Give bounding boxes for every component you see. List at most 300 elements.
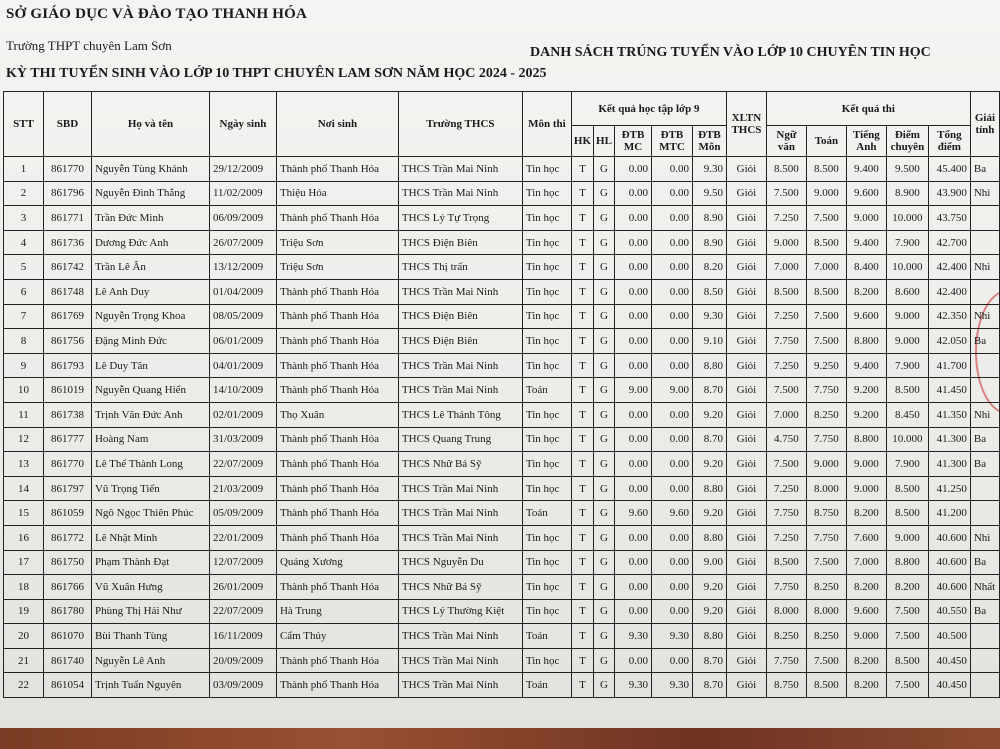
cell-hl: G xyxy=(594,378,615,403)
cell-dtb-mon: 8.70 xyxy=(692,378,726,403)
cell-english: 9.400 xyxy=(846,157,886,182)
cell-specialty: 10.000 xyxy=(886,206,928,231)
cell-birthplace: Thành phố Thanh Hóa xyxy=(276,206,398,231)
cell-school: THCS Lý Tự Trọng xyxy=(398,206,522,231)
cell-english: 8.200 xyxy=(846,648,886,673)
cell-name: Hoàng Nam xyxy=(91,427,209,452)
cell-stt: 5 xyxy=(4,255,44,280)
cell-dtb-mc: 0.00 xyxy=(615,304,652,329)
table-row xyxy=(4,525,1000,550)
cell-school: THCS Trần Mai Ninh xyxy=(398,673,522,698)
cell-total: 42.350 xyxy=(928,304,970,329)
cell-xltn: Giỏi xyxy=(726,402,766,427)
cell-hk: T xyxy=(571,255,593,280)
cell-name: Nguyễn Đình Thắng xyxy=(91,181,209,206)
cell-specialty: 7.500 xyxy=(886,673,928,698)
cell-name: Lê Nhật Minh xyxy=(91,525,209,550)
cell-subject: Tin học xyxy=(522,230,571,255)
cell-hk: T xyxy=(571,304,593,329)
cell-dtb-mtc: 0.00 xyxy=(651,329,692,354)
cell-school: THCS Thị trấn xyxy=(398,255,522,280)
cell-specialty: 8.450 xyxy=(886,402,928,427)
table-row xyxy=(4,329,1000,354)
col-dtb-mon: ĐTB Môn xyxy=(692,126,726,157)
cell-subject: Tin học xyxy=(522,452,571,477)
col-group-exam: Kết quả thi xyxy=(766,92,970,126)
cell-sbd: 861740 xyxy=(43,648,91,673)
cell-english: 8.200 xyxy=(846,575,886,600)
cell-dtb-mtc: 0.00 xyxy=(651,550,692,575)
cell-sbd: 861772 xyxy=(43,525,91,550)
cell-birthplace: Thành phố Thanh Hóa xyxy=(276,329,398,354)
col-literature: Ngữ văn xyxy=(766,126,806,157)
cell-stt: 10 xyxy=(4,378,44,403)
cell-dtb-mc: 0.00 xyxy=(615,402,652,427)
cell-name: Nguyễn Trọng Khoa xyxy=(91,304,209,329)
cell-english: 8.200 xyxy=(846,501,886,526)
cell-total: 41.350 xyxy=(928,402,970,427)
table-row xyxy=(4,501,1000,526)
cell-award: Nhì xyxy=(970,402,999,427)
cell-dtb-mc: 9.30 xyxy=(615,624,652,649)
cell-subject: Tin học xyxy=(522,279,571,304)
cell-dtb-mtc: 0.00 xyxy=(651,206,692,231)
cell-hl: G xyxy=(594,525,615,550)
cell-dtb-mc: 9.60 xyxy=(615,501,652,526)
cell-award xyxy=(970,624,999,649)
cell-dtb-mc: 0.00 xyxy=(615,525,652,550)
cell-literature: 9.000 xyxy=(766,230,806,255)
cell-hk: T xyxy=(571,673,593,698)
table-row xyxy=(4,206,1000,231)
cell-stt: 2 xyxy=(4,181,44,206)
table-row xyxy=(4,673,1000,698)
cell-dtb-mon: 9.20 xyxy=(692,501,726,526)
cell-english: 9.000 xyxy=(846,624,886,649)
cell-sbd: 861738 xyxy=(43,402,91,427)
cell-literature: 7.500 xyxy=(766,452,806,477)
table-row xyxy=(4,181,1000,206)
cell-specialty: 10.000 xyxy=(886,427,928,452)
cell-dtb-mc: 0.00 xyxy=(615,452,652,477)
cell-sbd: 861750 xyxy=(43,550,91,575)
cell-school: THCS Trần Mai Ninh xyxy=(398,501,522,526)
cell-award: Ba xyxy=(970,599,999,624)
cell-total: 41.300 xyxy=(928,452,970,477)
cell-dtb-mtc: 0.00 xyxy=(651,279,692,304)
cell-birthplace: Thành phố Thanh Hóa xyxy=(276,501,398,526)
admission-table xyxy=(3,91,1000,698)
cell-hl: G xyxy=(594,673,615,698)
cell-english: 8.400 xyxy=(846,255,886,280)
cell-sbd: 861019 xyxy=(43,378,91,403)
table-row xyxy=(4,304,1000,329)
cell-hl: G xyxy=(594,304,615,329)
cell-school: THCS Điện Biên xyxy=(398,329,522,354)
cell-birthplace: Thành phố Thanh Hóa xyxy=(276,427,398,452)
cell-math: 8.250 xyxy=(806,402,846,427)
cell-dtb-mon: 9.50 xyxy=(692,181,726,206)
cell-dtb-mon: 9.30 xyxy=(692,304,726,329)
cell-specialty: 8.800 xyxy=(886,550,928,575)
cell-english: 8.200 xyxy=(846,673,886,698)
cell-birthplace: Hà Trung xyxy=(276,599,398,624)
cell-hk: T xyxy=(571,181,593,206)
cell-hl: G xyxy=(594,599,615,624)
cell-dtb-mtc: 0.00 xyxy=(651,476,692,501)
cell-total: 40.450 xyxy=(928,648,970,673)
cell-award xyxy=(970,206,999,231)
cell-subject: Tin học xyxy=(522,255,571,280)
cell-english: 9.400 xyxy=(846,230,886,255)
cell-sbd: 861780 xyxy=(43,599,91,624)
cell-birthplace: Thành phố Thanh Hóa xyxy=(276,378,398,403)
cell-total: 43.750 xyxy=(928,206,970,231)
cell-subject: Toán xyxy=(522,624,571,649)
cell-math: 8.500 xyxy=(806,279,846,304)
cell-english: 9.200 xyxy=(846,378,886,403)
cell-literature: 8.500 xyxy=(766,157,806,182)
cell-award: Nhất xyxy=(970,575,999,600)
cell-birthplace: Thành phố Thanh Hóa xyxy=(276,673,398,698)
cell-math: 8.500 xyxy=(806,230,846,255)
cell-subject: Tin học xyxy=(522,599,571,624)
cell-subject: Tin học xyxy=(522,648,571,673)
cell-xltn: Giỏi xyxy=(726,550,766,575)
cell-dob: 12/07/2009 xyxy=(209,550,276,575)
cell-award: Ba xyxy=(970,427,999,452)
cell-math: 9.000 xyxy=(806,452,846,477)
cell-math: 7.500 xyxy=(806,648,846,673)
cell-literature: 7.000 xyxy=(766,402,806,427)
cell-stt: 21 xyxy=(4,648,44,673)
cell-sbd: 861756 xyxy=(43,329,91,354)
cell-school: THCS Trần Mai Ninh xyxy=(398,378,522,403)
cell-birthplace: Thành phố Thanh Hóa xyxy=(276,304,398,329)
cell-hk: T xyxy=(571,427,593,452)
cell-math: 7.500 xyxy=(806,304,846,329)
cell-name: Phùng Thị Hải Như xyxy=(91,599,209,624)
cell-name: Nguyễn Quang Hiển xyxy=(91,378,209,403)
cell-dtb-mon: 9.20 xyxy=(692,575,726,600)
cell-subject: Tin học xyxy=(522,304,571,329)
cell-dtb-mon: 8.90 xyxy=(692,206,726,231)
cell-school: THCS Trần Mai Ninh xyxy=(398,181,522,206)
cell-english: 9.000 xyxy=(846,206,886,231)
cell-dtb-mc: 0.00 xyxy=(615,255,652,280)
cell-hk: T xyxy=(571,378,593,403)
cell-dob: 16/11/2009 xyxy=(209,624,276,649)
cell-sbd: 861796 xyxy=(43,181,91,206)
cell-birthplace: Quảng Xương xyxy=(276,550,398,575)
cell-hk: T xyxy=(571,648,593,673)
col-xltn: XLTN THCS xyxy=(726,92,766,157)
cell-award xyxy=(970,501,999,526)
cell-xltn: Giỏi xyxy=(726,206,766,231)
cell-name: Trần Lê Ân xyxy=(91,255,209,280)
table-row xyxy=(4,378,1000,403)
cell-dtb-mon: 8.90 xyxy=(692,230,726,255)
cell-hl: G xyxy=(594,575,615,600)
cell-hk: T xyxy=(571,402,593,427)
cell-dtb-mon: 9.20 xyxy=(692,452,726,477)
cell-total: 42.050 xyxy=(928,329,970,354)
cell-english: 9.000 xyxy=(846,476,886,501)
cell-dtb-mtc: 9.00 xyxy=(651,378,692,403)
cell-specialty: 9.000 xyxy=(886,304,928,329)
cell-school: THCS Điện Biên xyxy=(398,230,522,255)
cell-hk: T xyxy=(571,501,593,526)
cell-hl: G xyxy=(594,452,615,477)
cell-subject: Tin học xyxy=(522,353,571,378)
table-row xyxy=(4,402,1000,427)
cell-dob: 05/09/2009 xyxy=(209,501,276,526)
cell-total: 41.700 xyxy=(928,353,970,378)
cell-dob: 11/02/2009 xyxy=(209,181,276,206)
cell-sbd: 861770 xyxy=(43,452,91,477)
cell-specialty: 9.000 xyxy=(886,329,928,354)
cell-dtb-mtc: 9.30 xyxy=(651,673,692,698)
cell-specialty: 8.200 xyxy=(886,575,928,600)
table-row xyxy=(4,624,1000,649)
cell-hl: G xyxy=(594,648,615,673)
cell-dob: 14/10/2009 xyxy=(209,378,276,403)
cell-award xyxy=(970,279,999,304)
cell-dtb-mtc: 0.00 xyxy=(651,304,692,329)
cell-english: 9.400 xyxy=(846,353,886,378)
cell-xltn: Giỏi xyxy=(726,673,766,698)
cell-dtb-mtc: 0.00 xyxy=(651,575,692,600)
cell-hl: G xyxy=(594,402,615,427)
cell-birthplace: Thành phố Thanh Hóa xyxy=(276,157,398,182)
cell-math: 8.500 xyxy=(806,157,846,182)
table-row xyxy=(4,279,1000,304)
cell-hl: G xyxy=(594,181,615,206)
cell-stt: 6 xyxy=(4,279,44,304)
cell-dtb-mc: 0.00 xyxy=(615,648,652,673)
cell-math: 8.000 xyxy=(806,476,846,501)
col-specialty: Điểm chuyên xyxy=(886,126,928,157)
cell-birthplace: Thành phố Thanh Hóa xyxy=(276,648,398,673)
cell-xltn: Giỏi xyxy=(726,427,766,452)
cell-dob: 22/07/2009 xyxy=(209,452,276,477)
cell-award xyxy=(970,230,999,255)
col-hk: HK xyxy=(571,126,593,157)
cell-subject: Tin học xyxy=(522,402,571,427)
cell-dtb-mtc: 9.30 xyxy=(651,624,692,649)
school-name: Trường THPT chuyên Lam Sơn xyxy=(6,38,172,53)
cell-dtb-mc: 0.00 xyxy=(615,476,652,501)
cell-name: Ngô Ngọc Thiên Phúc xyxy=(91,501,209,526)
col-dob: Ngày sinh xyxy=(209,92,276,157)
cell-literature: 7.750 xyxy=(766,501,806,526)
cell-birthplace: Triệu Sơn xyxy=(276,255,398,280)
cell-name: Trần Đức Minh xyxy=(91,206,209,231)
cell-sbd: 861748 xyxy=(43,279,91,304)
cell-literature: 7.250 xyxy=(766,476,806,501)
cell-award: Ba xyxy=(970,550,999,575)
cell-stt: 7 xyxy=(4,304,44,329)
cell-hl: G xyxy=(594,255,615,280)
cell-dob: 26/01/2009 xyxy=(209,575,276,600)
cell-stt: 13 xyxy=(4,452,44,477)
cell-dtb-mtc: 0.00 xyxy=(651,402,692,427)
cell-subject: Tin học xyxy=(522,157,571,182)
cell-award: Nhì xyxy=(970,181,999,206)
cell-award: Nhì xyxy=(970,304,999,329)
cell-name: Trịnh Văn Đức Anh xyxy=(91,402,209,427)
cell-hk: T xyxy=(571,550,593,575)
cell-xltn: Giỏi xyxy=(726,648,766,673)
cell-xltn: Giỏi xyxy=(726,575,766,600)
cell-sbd: 861742 xyxy=(43,255,91,280)
cell-hk: T xyxy=(571,452,593,477)
cell-school: THCS Trần Mai Ninh xyxy=(398,157,522,182)
cell-english: 9.600 xyxy=(846,599,886,624)
table-row xyxy=(4,353,1000,378)
cell-literature: 8.500 xyxy=(766,550,806,575)
cell-hl: G xyxy=(594,624,615,649)
cell-school: THCS Quang Trung xyxy=(398,427,522,452)
table-row xyxy=(4,427,1000,452)
cell-subject: Tin học xyxy=(522,329,571,354)
cell-math: 7.750 xyxy=(806,525,846,550)
cell-xltn: Giỏi xyxy=(726,230,766,255)
cell-dob: 22/01/2009 xyxy=(209,525,276,550)
cell-hl: G xyxy=(594,501,615,526)
cell-hl: G xyxy=(594,353,615,378)
cell-dtb-mon: 9.20 xyxy=(692,599,726,624)
cell-stt: 15 xyxy=(4,501,44,526)
cell-hk: T xyxy=(571,353,593,378)
cell-total: 40.600 xyxy=(928,550,970,575)
cell-stt: 14 xyxy=(4,476,44,501)
cell-hk: T xyxy=(571,206,593,231)
cell-xltn: Giỏi xyxy=(726,304,766,329)
cell-name: Vũ Trọng Tiến xyxy=(91,476,209,501)
cell-math: 7.500 xyxy=(806,329,846,354)
cell-dob: 02/01/2009 xyxy=(209,402,276,427)
cell-stt: 1 xyxy=(4,157,44,182)
col-dtb-mtc: ĐTB MTC xyxy=(651,126,692,157)
table-row xyxy=(4,255,1000,280)
cell-dtb-mc: 0.00 xyxy=(615,279,652,304)
cell-hl: G xyxy=(594,157,615,182)
cell-xltn: Giỏi xyxy=(726,525,766,550)
cell-stt: 3 xyxy=(4,206,44,231)
cell-sbd: 861797 xyxy=(43,476,91,501)
cell-dtb-mc: 0.00 xyxy=(615,230,652,255)
cell-literature: 8.250 xyxy=(766,624,806,649)
cell-sbd: 861736 xyxy=(43,230,91,255)
cell-total: 40.450 xyxy=(928,673,970,698)
cell-dtb-mtc: 0.00 xyxy=(651,230,692,255)
cell-dtb-mc: 9.30 xyxy=(615,673,652,698)
cell-total: 41.250 xyxy=(928,476,970,501)
cell-english: 9.000 xyxy=(846,452,886,477)
cell-specialty: 8.500 xyxy=(886,378,928,403)
cell-xltn: Giỏi xyxy=(726,624,766,649)
cell-literature: 7.250 xyxy=(766,353,806,378)
col-name: Họ và tên xyxy=(91,92,209,157)
cell-hl: G xyxy=(594,206,615,231)
cell-birthplace: Thành phố Thanh Hóa xyxy=(276,575,398,600)
cell-literature: 7.750 xyxy=(766,329,806,354)
cell-total: 45.400 xyxy=(928,157,970,182)
cell-name: Lê Thế Thành Long xyxy=(91,452,209,477)
col-hl: HL xyxy=(594,126,615,157)
col-math: Toán xyxy=(806,126,846,157)
cell-xltn: Giỏi xyxy=(726,279,766,304)
cell-literature: 7.750 xyxy=(766,575,806,600)
cell-math: 7.500 xyxy=(806,206,846,231)
cell-dob: 22/07/2009 xyxy=(209,599,276,624)
cell-literature: 7.250 xyxy=(766,304,806,329)
cell-subject: Tin học xyxy=(522,476,571,501)
cell-specialty: 8.500 xyxy=(886,648,928,673)
cell-stt: 9 xyxy=(4,353,44,378)
cell-total: 40.600 xyxy=(928,575,970,600)
cell-hl: G xyxy=(594,550,615,575)
cell-hl: G xyxy=(594,279,615,304)
table-row xyxy=(4,157,1000,182)
cell-xltn: Giỏi xyxy=(726,255,766,280)
cell-math: 8.500 xyxy=(806,673,846,698)
cell-sbd: 861769 xyxy=(43,304,91,329)
cell-dtb-mtc: 0.00 xyxy=(651,599,692,624)
cell-subject: Tin học xyxy=(522,181,571,206)
cell-total: 43.900 xyxy=(928,181,970,206)
cell-birthplace: Thiệu Hóa xyxy=(276,181,398,206)
cell-stt: 19 xyxy=(4,599,44,624)
col-group-grade9: Kết quả học tập lớp 9 xyxy=(571,92,726,126)
cell-dtb-mtc: 0.00 xyxy=(651,525,692,550)
cell-english: 9.600 xyxy=(846,304,886,329)
cell-school: THCS Nhữ Bá Sỹ xyxy=(398,452,522,477)
cell-specialty: 8.900 xyxy=(886,181,928,206)
cell-birthplace: Thành phố Thanh Hóa xyxy=(276,452,398,477)
table-row xyxy=(4,452,1000,477)
cell-dtb-mc: 0.00 xyxy=(615,181,652,206)
cell-dtb-mtc: 9.60 xyxy=(651,501,692,526)
cell-dtb-mon: 9.10 xyxy=(692,329,726,354)
cell-birthplace: Thọ Xuân xyxy=(276,402,398,427)
cell-xltn: Giỏi xyxy=(726,501,766,526)
cell-dtb-mtc: 0.00 xyxy=(651,157,692,182)
col-dtb-mc: ĐTB MC xyxy=(615,126,652,157)
cell-subject: Tin học xyxy=(522,206,571,231)
cell-school: THCS Nhữ Bá Sỹ xyxy=(398,575,522,600)
cell-award xyxy=(970,353,999,378)
cell-literature: 7.500 xyxy=(766,378,806,403)
cell-name: Lê Anh Duy xyxy=(91,279,209,304)
cell-dtb-mtc: 0.00 xyxy=(651,427,692,452)
cell-sbd: 861793 xyxy=(43,353,91,378)
col-award: Giải tỉnh xyxy=(970,92,999,157)
cell-math: 8.000 xyxy=(806,599,846,624)
cell-math: 7.000 xyxy=(806,255,846,280)
cell-award: Ba xyxy=(970,329,999,354)
cell-english: 8.200 xyxy=(846,279,886,304)
cell-stt: 4 xyxy=(4,230,44,255)
cell-dob: 26/07/2009 xyxy=(209,230,276,255)
cell-english: 7.000 xyxy=(846,550,886,575)
cell-dob: 31/03/2009 xyxy=(209,427,276,452)
cell-award xyxy=(970,378,999,403)
cell-dtb-mc: 0.00 xyxy=(615,550,652,575)
cell-award xyxy=(970,648,999,673)
cell-english: 9.600 xyxy=(846,181,886,206)
